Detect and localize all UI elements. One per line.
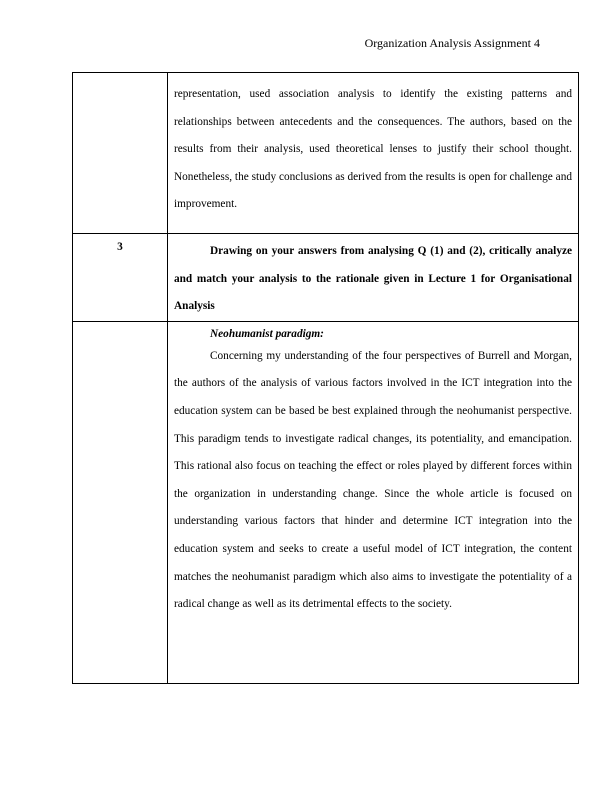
question-cell xyxy=(168,234,579,322)
row-number-cell xyxy=(73,321,168,683)
answer-cell xyxy=(168,321,579,683)
answer-cell xyxy=(168,73,579,234)
answer-paragraph: Concerning my understanding of the four perspectives of Burrell and Morgan, the authors of the analysis of various factors involved in the ICT integration into the education system can be based be best explained through the neohumanist perspective. This paradigm tends to investigate radical changes, its potentiality, and emancipation. This rational also focus on teaching the effect or roles played by different forces within the organization in understanding change. Since the whole article is focused on understanding various factors that hinder and determine ICT integration into the education system and seeks to create a useful model of ICT integration, the content matches the neohumanist paradigm which also aims to investigate the potentiality of a radical change as well as its detrimental effects to the society. xyxy=(174,349,572,611)
row-number-cell xyxy=(73,73,168,234)
table-row xyxy=(73,321,579,683)
question-number: 3 xyxy=(73,234,168,322)
table-row xyxy=(73,73,579,234)
analysis-table xyxy=(72,72,579,684)
table-row xyxy=(73,234,579,322)
answer-subheading: Neohumanist paradigm: xyxy=(210,327,324,340)
question-text: Drawing on your answers from analysing Q (1) and (2), critically analyze and match your analysis to the rationale given in Lecture 1 for Organisational Analysis xyxy=(174,245,572,313)
running-header: Organization Analysis Assignment 4 xyxy=(364,36,540,50)
answer-paragraph: representation, used association analysis to identify the existing patterns and relationships between antecedents and the consequences. The authors, based on the results from their analysis, used theoretical lenses to justify their school thought. Nonetheless, the study conclusions as derived from the results is open for challenge and improvement. xyxy=(174,88,572,211)
